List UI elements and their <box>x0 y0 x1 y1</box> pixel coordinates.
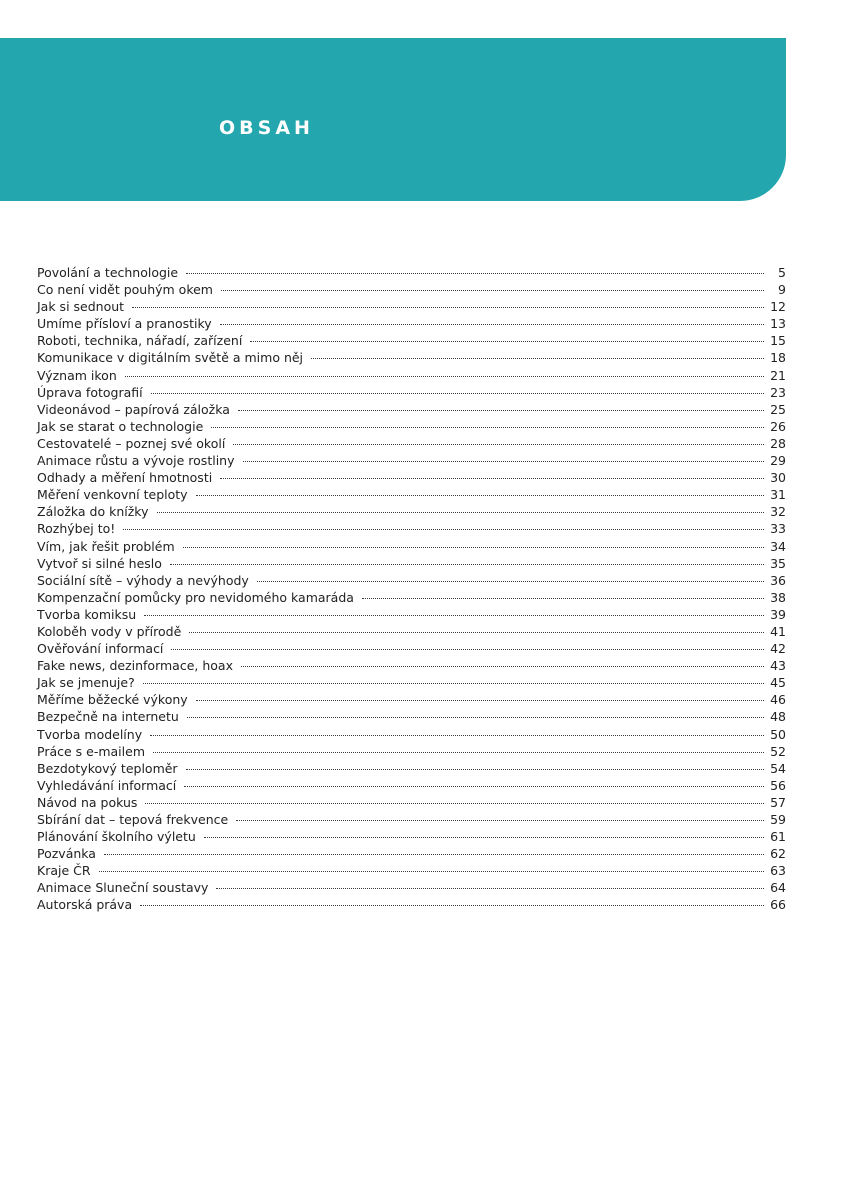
toc-entry-page-number: 25 <box>770 401 786 417</box>
toc-entry-title: Pozvánka <box>37 846 96 862</box>
toc-entry-title: Návod na pokus <box>37 794 138 810</box>
dot-leader <box>145 803 764 804</box>
dot-leader <box>196 495 764 496</box>
dot-leader <box>233 444 764 445</box>
toc-entry[interactable] <box>37 349 786 366</box>
toc-entry-title: Sociální sítě – výhody a nevýhody <box>37 572 249 588</box>
dot-leader <box>243 461 765 462</box>
toc-entry-title: Autorská práva <box>37 897 133 913</box>
toc-entry[interactable] <box>37 503 786 520</box>
dot-leader <box>125 376 764 377</box>
dot-leader <box>187 717 764 718</box>
toc-entry-page-number: 32 <box>770 504 786 520</box>
toc-entry-page-number: 13 <box>770 316 786 332</box>
toc-entry[interactable] <box>37 555 786 572</box>
dot-leader <box>132 307 764 308</box>
header-band <box>0 38 786 201</box>
dot-leader <box>153 752 764 753</box>
dot-leader <box>204 837 764 838</box>
toc-entry-page-number: 52 <box>770 743 786 759</box>
toc-entry[interactable] <box>37 332 786 349</box>
toc-entry-page-number: 50 <box>770 726 786 742</box>
toc-entry[interactable] <box>37 452 786 469</box>
toc-entry-title: Sbírání dat – tepová frekvence <box>37 812 229 827</box>
toc-entry[interactable] <box>37 726 786 743</box>
dot-leader <box>151 393 764 394</box>
toc-entry-page-number: 31 <box>770 487 786 503</box>
toc-entry[interactable] <box>37 623 786 640</box>
toc-entry-page-number: 46 <box>770 692 786 708</box>
toc-entry[interactable] <box>37 538 786 555</box>
toc-entry-title: Rozhýbej to! <box>37 521 116 537</box>
toc-entry-title: Co není vidět pouhým okem <box>37 282 213 298</box>
toc-entry-page-number: 42 <box>770 641 786 657</box>
toc-entry-title: Umíme přísloví a pranostiky <box>37 316 212 332</box>
dot-leader <box>140 905 764 906</box>
toc-entry-page-number: 12 <box>770 299 786 315</box>
dot-leader <box>123 529 764 530</box>
toc-entry-title: Práce s e-mailem <box>37 743 145 759</box>
toc-entry[interactable] <box>37 315 786 332</box>
toc-entry-title: Animace růstu a vývoje rostliny <box>37 453 235 469</box>
toc-entry[interactable] <box>37 862 786 879</box>
dot-leader <box>216 888 764 889</box>
toc-entry-page-number: 39 <box>770 606 786 622</box>
toc-entry-page-number: 34 <box>770 538 786 554</box>
toc-entry[interactable] <box>37 589 786 606</box>
toc-entry-page-number: 64 <box>770 880 786 896</box>
toc-entry[interactable] <box>37 879 786 896</box>
toc-entry[interactable] <box>37 708 786 725</box>
dot-leader <box>143 683 764 684</box>
dot-leader <box>236 820 764 821</box>
toc-entry-title: Kraje ČR <box>37 863 91 879</box>
toc-entry-title: Bezpečně na internetu <box>37 709 179 725</box>
toc-entry[interactable] <box>37 418 786 435</box>
toc-entry[interactable] <box>37 811 786 828</box>
dot-leader <box>186 273 764 274</box>
toc-entry-title: Jak se starat o technologie <box>37 418 204 434</box>
toc-entry[interactable] <box>37 367 786 384</box>
toc-entry-page-number: 61 <box>770 829 786 845</box>
toc-entry-title: Plánování školního výletu <box>37 829 196 845</box>
toc-entry-title: Cestovatelé – poznej své okolí <box>37 435 226 451</box>
toc-entry-page-number: 59 <box>770 812 786 827</box>
dot-leader <box>362 598 764 599</box>
toc-entry-page-number: 48 <box>770 709 786 725</box>
toc-entry-page-number: 15 <box>770 333 786 349</box>
toc-entry-page-number: 23 <box>770 384 786 400</box>
toc-entry-title: Vím, jak řešit problém <box>37 538 175 554</box>
toc-entry-page-number: 35 <box>770 555 786 571</box>
toc-entry-page-number: 43 <box>770 658 786 674</box>
dot-leader <box>99 871 764 872</box>
toc-entry-title: Kompenzační pomůcky pro nevidomého kamaráda <box>37 589 354 605</box>
dot-leader <box>171 649 764 650</box>
toc-entry-page-number: 54 <box>770 760 786 776</box>
toc-entry-page-number: 63 <box>770 863 786 879</box>
dot-leader <box>170 564 764 565</box>
toc-entry[interactable] <box>37 401 786 418</box>
toc-entry[interactable] <box>37 674 786 691</box>
dot-leader <box>157 512 765 513</box>
toc-entry[interactable] <box>37 640 786 657</box>
dot-leader <box>183 547 764 548</box>
dot-leader <box>184 786 764 787</box>
toc-entry-page-number: 9 <box>778 282 786 298</box>
dot-leader <box>186 769 764 770</box>
toc-entry-page-number: 41 <box>770 623 786 639</box>
toc-entry-title: Jak si sednout <box>37 299 125 315</box>
toc-entry[interactable] <box>37 606 786 623</box>
toc-entry-title: Význam ikon <box>37 367 117 383</box>
toc-entry[interactable] <box>37 572 786 589</box>
toc-entry[interactable] <box>37 657 786 674</box>
dot-leader <box>211 427 764 428</box>
dot-leader <box>220 478 764 479</box>
toc-entry-title: Koloběh vody v přírodě <box>37 623 182 639</box>
dot-leader <box>196 700 764 701</box>
toc-entry[interactable] <box>37 896 786 913</box>
toc-entry[interactable] <box>37 264 786 281</box>
dot-leader <box>189 632 764 633</box>
dot-leader <box>238 410 764 411</box>
toc-entry[interactable] <box>37 845 786 862</box>
toc-entry-title: Záložka do knížky <box>37 504 149 520</box>
dot-leader <box>144 615 764 616</box>
toc-entry[interactable] <box>37 777 786 794</box>
toc-entry[interactable] <box>37 743 786 760</box>
toc-entry-title: Měření venkovní teploty <box>37 487 188 503</box>
toc-entry-title: Vyhledávání informací <box>37 777 177 793</box>
toc-entry-title: Tvorba komiksu <box>37 606 137 622</box>
toc-entry-page-number: 62 <box>770 846 786 862</box>
toc-entry[interactable] <box>37 691 786 708</box>
toc-entry[interactable] <box>37 298 786 315</box>
toc-entry[interactable] <box>37 794 786 811</box>
toc-entry-page-number: 5 <box>778 265 786 280</box>
toc-entry-title: Vytvoř si silné heslo <box>37 555 162 571</box>
toc-entry-page-number: 26 <box>770 418 786 434</box>
toc-entry-title: Měříme běžecké výkony <box>37 692 188 708</box>
toc-entry-title: Komunikace v digitálním světě a mimo něj <box>37 350 304 366</box>
toc-entry[interactable] <box>37 760 786 777</box>
toc-entry-title: Úprava fotografií <box>37 384 143 400</box>
toc-entry-title: Fake news, dezinformace, hoax <box>37 658 233 674</box>
toc-entry-page-number: 56 <box>770 777 786 793</box>
toc-entry-page-number: 21 <box>770 367 786 383</box>
toc-entry-page-number: 29 <box>770 453 786 469</box>
toc-entry[interactable] <box>37 486 786 503</box>
toc-entry-page-number: 33 <box>770 521 786 537</box>
dot-leader <box>104 854 764 855</box>
toc-entry[interactable] <box>37 384 786 401</box>
toc-entry-page-number: 57 <box>770 794 786 810</box>
dot-leader <box>257 581 764 582</box>
toc-entry-title: Povolání a technologie <box>37 265 179 280</box>
toc-entry-page-number: 38 <box>770 589 786 605</box>
toc-entry-title: Ověřování informací <box>37 641 164 657</box>
toc-entry-page-number: 28 <box>770 435 786 451</box>
toc-entry-title: Jak se jmenuje? <box>37 675 135 691</box>
toc-entry[interactable] <box>37 828 786 845</box>
toc-entry-title: Bezdotykový teploměr <box>37 760 178 776</box>
toc-entry[interactable] <box>37 435 786 452</box>
toc-entry-page-number: 30 <box>770 470 786 486</box>
toc-entry[interactable] <box>37 520 786 537</box>
dot-leader <box>220 324 764 325</box>
page-title: OBSAH <box>219 117 314 139</box>
toc-entry-page-number: 36 <box>770 572 786 588</box>
toc-entry-page-number: 18 <box>770 350 786 366</box>
toc-entry-title: Tvorba modelíny <box>37 726 143 742</box>
toc-entry-title: Odhady a měření hmotnosti <box>37 470 213 486</box>
toc-entry-title: Animace Sluneční soustavy <box>37 880 209 896</box>
toc-entry[interactable] <box>37 281 786 298</box>
dot-leader <box>150 735 764 736</box>
toc-entry-title: Roboti, technika, nářadí, zařízení <box>37 333 243 349</box>
toc-entry-page-number: 45 <box>770 675 786 691</box>
dot-leader <box>221 290 764 291</box>
dot-leader <box>311 358 764 359</box>
table-of-contents <box>37 264 786 914</box>
dot-leader <box>250 341 764 342</box>
toc-entry-title: Videonávod – papírová záložka <box>37 401 230 417</box>
toc-entry[interactable] <box>37 469 786 486</box>
toc-entry-page-number: 66 <box>770 897 786 913</box>
dot-leader <box>241 666 764 667</box>
